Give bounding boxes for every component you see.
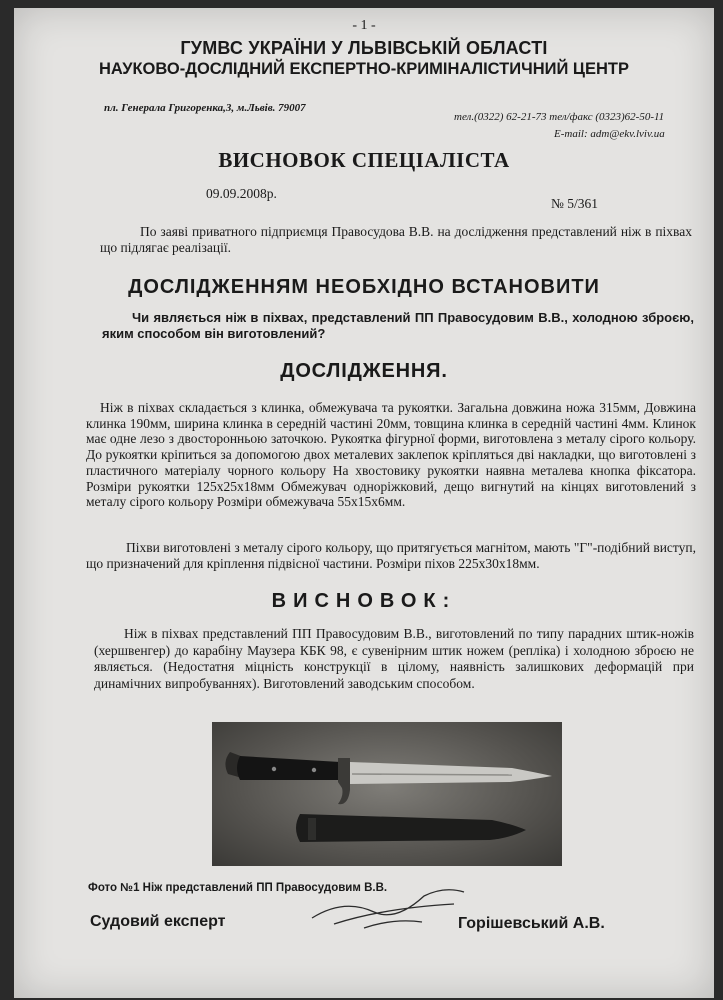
- rivet-shape: [312, 768, 316, 772]
- expert-label: Судовий експерт: [90, 913, 226, 930]
- document-date: 09.09.2008р.: [206, 186, 277, 201]
- phone-numbers: тел.(0322) 62-21-73 тел/факс (0323)62-50-11: [454, 111, 665, 123]
- rivet-shape: [272, 767, 276, 771]
- bayonet-illustration: [212, 722, 562, 866]
- expert-signature: [304, 878, 474, 938]
- email-address: E-mail: adm@ekv.lviv.ua: [554, 128, 665, 140]
- research-paragraph: Ніж в піхвах складається з клинка, обмежувача та рукоятки. Загальна довжина ножа 315мм, Довжина клинка 190мм, ширина клинка в середній частині 20мм, товщина клинка в середній частині 4мм. Клинок має одне лезо з двосторонньою заточкою. Рукоятка фігурної форми, виготовлена з металу сірого кольору. До рукоятки кріпиться за допомогою двох металевих заклепок кріпляться дві накладки, що виготовлені з пластичного матеріалу чорного кольору На хвостовику рукоятки наявна металева кнопка фіксатора. Розміри рукоятки 125х25х18мм Обмежувач одноріжковий, дещо вигнутий на кінцях виготовлений з металу сірого кольору Розміри обмежувача 55х15х6мм.: [86, 400, 696, 510]
- grip-shape: [237, 756, 343, 780]
- photo-caption: Фото №1 Ніж представлений ПП Правосудовим В.В.: [88, 882, 388, 894]
- blade-fuller: [352, 774, 512, 775]
- crossguard-shape: [338, 758, 350, 804]
- document-page: [14, 8, 714, 998]
- address: пл. Генерала Григоренка,3, м.Львів. 79007: [104, 102, 306, 114]
- organization-name: ГУМВС УКРАЇНИ У ЛЬВІВСЬКІЙ ОБЛАСТІ: [180, 38, 548, 58]
- question-paragraph: Чи являється ніж в піхвах, представлений ПП Правосудовим В.В., холодною зброєю, яким способом він виготовлений?: [102, 310, 694, 341]
- scabbard-paragraph: Піхви виготовлені з металу сірого кольору, що притягується магнітом, мають "Г"-подібний виступ, що призначений для кріплення підвісної частини. Розміри піхов 225х30х18мм.: [86, 540, 696, 571]
- knife-photo: [212, 722, 562, 866]
- conclusion-paragraph: Ніж в піхвах представлений ПП Правосудовим В.В., виготовлений по типу парадних штик-ножів (хершвенгер) до карабіну Маузера КБК 98, є сувенірним штик ножем (репліка) і холодною зброєю не являється. (Недостатня міцність конструкції в цілому, наявність залишкових деформацій при динамічних випробуваннях). Виготовлений заводським способом.: [94, 626, 694, 691]
- intro-paragraph: По заяві приватного підприємця Правосудова В.В. на дослідження представлений ніж в піхвах що підлягає реалізації.: [100, 224, 692, 255]
- research-section-heading: ДОСЛІДЖЕННЯ.: [280, 360, 448, 382]
- organization-subdivision: НАУКОВО-ДОСЛІДНИЙ ЕКСПЕРТНО-КРИМІНАЛІСТИЧНИЙ ЦЕНТР: [99, 60, 629, 78]
- blade-shape: [350, 762, 552, 784]
- task-section-heading: ДОСЛІДЖЕННЯМ НЕОБХІДНО ВСТАНОВИТИ: [128, 276, 600, 298]
- document-title: ВИСНОВОК СПЕЦІАЛІСТА: [218, 148, 510, 172]
- scabbard-shape: [296, 814, 526, 842]
- document-number: № 5/361: [551, 196, 599, 211]
- page-number: - 1 -: [352, 18, 376, 33]
- expert-name: Горішевський А.В.: [458, 915, 605, 932]
- conclusion-section-heading: ВИСНОВОК:: [271, 590, 457, 612]
- scabbard-throat: [308, 818, 316, 840]
